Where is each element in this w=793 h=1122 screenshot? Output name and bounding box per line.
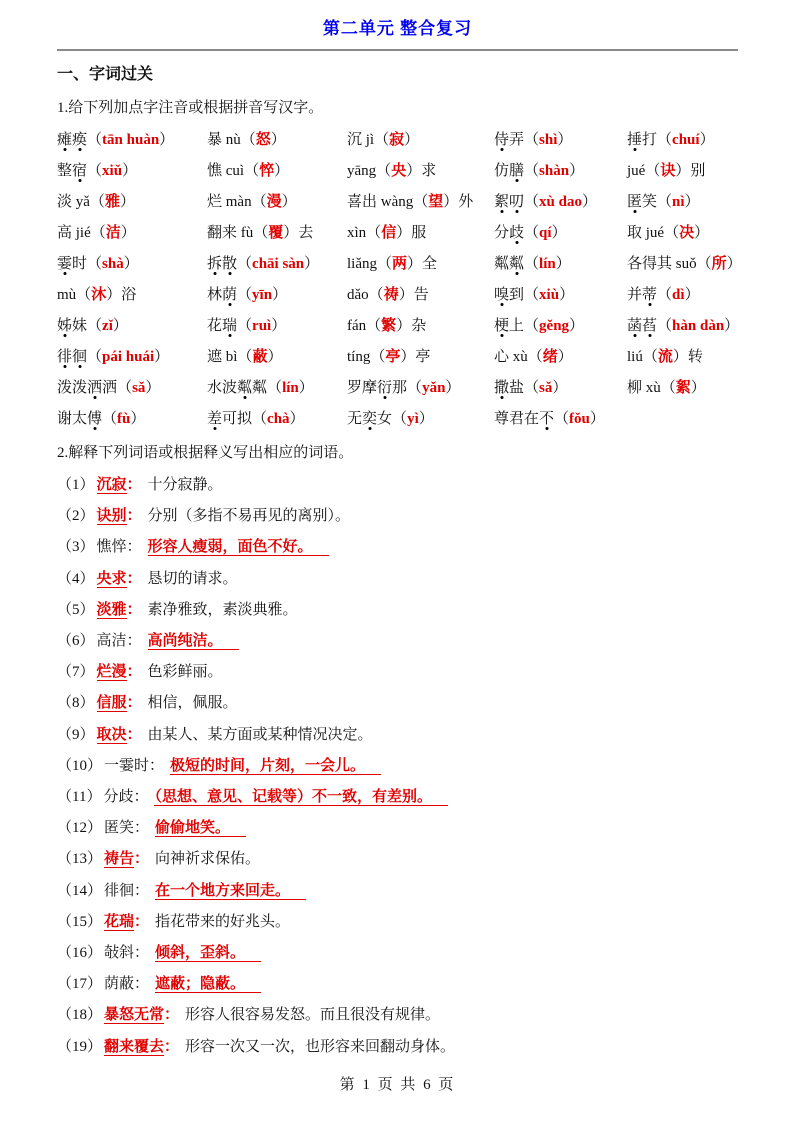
pinyin-item: 匿笑（nì）: [627, 194, 700, 210]
definition-item: （16） 敧斜： 倾斜，歪斜。: [57, 938, 738, 969]
definition-text: 素净雅致，素淡典雅。: [147, 601, 298, 618]
definition-item: （2） 诀别： 分别（多指不易再见的离别）。: [57, 508, 351, 525]
definition-term: 信服: [96, 695, 127, 712]
pinyin-item: 水波粼粼（lín）: [207, 380, 314, 396]
page-footer: 第 1 页 共 6 页: [339, 1076, 456, 1093]
pinyin-item: 仿膳（shàn）: [494, 163, 585, 179]
divider: [57, 49, 738, 51]
pinyin-item: fán（繁）杂: [347, 318, 427, 334]
definition-text: 色彩鲜丽。: [147, 664, 223, 681]
definition-text: 由某人、某方面或某种情况决定。: [147, 726, 373, 743]
definition-term: 沉寂: [96, 477, 127, 493]
definition-item: （19） 翻来覆去： 形容一次又一次，也形容来回翻动身体。: [57, 1038, 456, 1055]
pinyin-item: 嗅到（xiù）: [494, 287, 575, 303]
definition-item: （11） 分歧： （思想、意见、记载等）不一致，有差别。: [57, 782, 738, 813]
pinyin-item: 拆散（chāi sàn）: [207, 256, 320, 272]
definitions-list: [57, 470, 738, 1063]
definition-text: 恳切的请求。: [147, 570, 238, 587]
task1-text: 1.给下列加点字注音或根据拼音写汉字。: [57, 100, 324, 116]
pinyin-item: 梗上（gěng）: [494, 318, 585, 334]
definition-item: （15） 花瑞： 指花带来的好兆头。: [57, 913, 291, 930]
pinyin-item: yāng（央）求: [347, 163, 437, 179]
definition-text: 偷偷地笑。: [155, 820, 246, 837]
definition-term: 分歧: [103, 789, 134, 806]
definition-item: （18） 暴怒无常： 形容人很容易发怒。而且很没有规律。: [57, 1007, 441, 1024]
definition-term: 祷告: [104, 851, 135, 868]
pinyin-item: 花瑞（ruì）: [207, 318, 287, 334]
pinyin-item: xìn（信）服: [347, 225, 427, 241]
definition-term: 烂漫: [96, 664, 127, 681]
pinyin-item: 淡 yǎ（雅）: [57, 194, 135, 210]
pinyin-item: 无奕女（yì）: [347, 411, 434, 427]
definition-term: 敧斜: [104, 945, 135, 962]
pinyin-item: 喜出 wàng（望）外: [347, 194, 474, 210]
pinyin-item: 暴 nù（怒）: [207, 132, 286, 148]
definition-text: 形容人很容易发怒。而且很没有规律。: [185, 1007, 441, 1024]
pinyin-item: 尊君在不（fǒu）: [494, 411, 605, 427]
definition-text: 分别（多指不易再见的离别）。: [147, 508, 351, 525]
pinyin-item: 徘徊（pái huái）: [57, 349, 170, 365]
pinyin-item: 翻来 fù（覆）去: [207, 225, 314, 241]
pinyin-item: 遮 bì（蔽）: [207, 349, 283, 365]
pinyin-item: 絮叨（xù dao）: [494, 194, 597, 210]
pinyin-item: 霎时（shà）: [57, 256, 139, 272]
definition-item: （13） 祷告： 向神祈求保佑。: [57, 851, 261, 868]
definition-item: （5） 淡雅： 素净雅致，素淡典雅。: [57, 601, 298, 618]
definition-text: 极短的时间，片刻，一会儿。: [170, 758, 381, 775]
task2-text: 2.解释下列词语或根据释义写出相应的词语。: [57, 445, 354, 461]
pinyin-item: 高 jié（洁）: [57, 225, 136, 241]
definition-item: （8） 信服： 相信，佩服。: [57, 695, 238, 712]
definition-term: 一霎时: [104, 757, 150, 774]
definition-item: （3） 憔悴： 形容人瘦弱，面色不好。: [57, 532, 738, 563]
pinyin-item: 取 jué（决）: [627, 225, 710, 241]
definition-term: 匿笑: [104, 820, 135, 837]
definition-term: 荫蔽: [104, 976, 135, 993]
pinyin-item: 罗摩衍那（yǎn）: [347, 380, 461, 396]
definition-text: （思想、意见、记载等）不一致，有差别。: [154, 789, 448, 806]
pinyin-item: 烂 màn（漫）: [207, 194, 297, 210]
pinyin-item: mù（沐）浴: [57, 287, 137, 303]
pinyin-item: 沉 jì（寂）: [347, 132, 420, 148]
definition-text: 形容人瘦弱，面色不好。: [148, 539, 329, 556]
pinyin-item: 柳 xù（絮）: [627, 380, 706, 396]
pinyin-item: 泼泼洒洒（sǎ）: [57, 380, 161, 396]
definition-term: 高洁: [96, 633, 127, 650]
page-title: 第二单元 整合复习: [322, 19, 473, 38]
definition-term: 取决: [96, 726, 127, 743]
pinyin-item: jué（诀）别: [627, 163, 706, 179]
pinyin-item: tíng（亭）亭: [347, 349, 431, 365]
pinyin-item: 差可拟（chà）: [207, 411, 305, 427]
definition-item: （4） 央求： 恳切的请求。: [57, 570, 238, 587]
definition-item: （14） 徘徊： 在一个地方来回走。: [57, 876, 738, 907]
definition-text: 十分寂静。: [147, 477, 223, 493]
definition-item: （10） 一霎时： 极短的时间，片刻，一会儿。: [57, 751, 738, 782]
definition-text: 高尚纯洁。: [148, 633, 239, 650]
pinyin-grid: [57, 125, 742, 435]
definition-text: 相信，佩服。: [147, 695, 238, 712]
pinyin-item: liú（流）转: [627, 349, 703, 365]
definition-item: （17） 荫蔽： 遮蔽；隐蔽。: [57, 969, 738, 1000]
pinyin-item: dǎo（祷）告: [347, 287, 429, 303]
pinyin-item: 并蒂（dì）: [627, 287, 700, 303]
pinyin-item: 林荫（yīn）: [207, 287, 288, 303]
definition-item: （12） 匿笑： 偷偷地笑。: [57, 813, 738, 844]
pinyin-item: 各得其 suǒ（所）: [627, 256, 742, 272]
definition-term: 诀别: [96, 508, 127, 525]
definition-item: （9） 取决： 由某人、某方面或某种情况决定。: [57, 726, 373, 743]
definition-term: 花瑞: [104, 913, 135, 930]
definition-text: 形容一次又一次，也形容来回翻动身体。: [185, 1038, 456, 1055]
definition-term: 憔悴: [96, 539, 127, 556]
pinyin-item: 整宿（xiǔ）: [57, 163, 138, 179]
pinyin-item: 憔 cuì（悴）: [207, 163, 290, 179]
definition-term: 徘徊: [104, 882, 135, 899]
definition-text: 遮蔽；隐蔽。: [155, 976, 261, 993]
definition-text: 在一个地方来回走。: [155, 883, 306, 900]
pinyin-item: 菡萏（hàn dàn）: [627, 318, 740, 334]
definition-term: 淡雅: [96, 601, 127, 618]
section1-heading: 一、字词过关: [57, 66, 154, 83]
pinyin-item: 心 xù（绪）: [494, 349, 573, 365]
pinyin-item: 谢太傅（fù）: [57, 411, 146, 427]
definition-term: 央求: [96, 570, 127, 587]
definition-text: 倾斜，歪斜。: [155, 945, 261, 962]
pinyin-item: 捶打（chuí）: [627, 132, 715, 148]
definition-text: 向神祈求保佑。: [155, 851, 261, 868]
pinyin-item: 粼粼（lín）: [494, 256, 571, 272]
definition-item: （7） 烂漫： 色彩鲜丽。: [57, 664, 223, 681]
definition-item: （1） 沉寂： 十分寂静。: [57, 477, 223, 493]
definition-term: 暴怒无常: [104, 1007, 165, 1024]
pinyin-item: 姊妹（zǐ）: [57, 318, 128, 334]
definition-text: 指花带来的好兆头。: [155, 913, 291, 930]
definition-term: 翻来覆去: [104, 1038, 165, 1055]
pinyin-item: 撒盐（sǎ）: [494, 380, 568, 396]
pinyin-item: 侍弄（shì）: [494, 132, 573, 148]
definition-item: （6） 高洁： 高尚纯洁。: [57, 626, 738, 657]
pinyin-item: liǎng（两）全: [347, 256, 438, 272]
pinyin-item: 瘫痪（tān huàn）: [57, 132, 175, 148]
pinyin-item: 分歧（qí）: [494, 225, 567, 241]
